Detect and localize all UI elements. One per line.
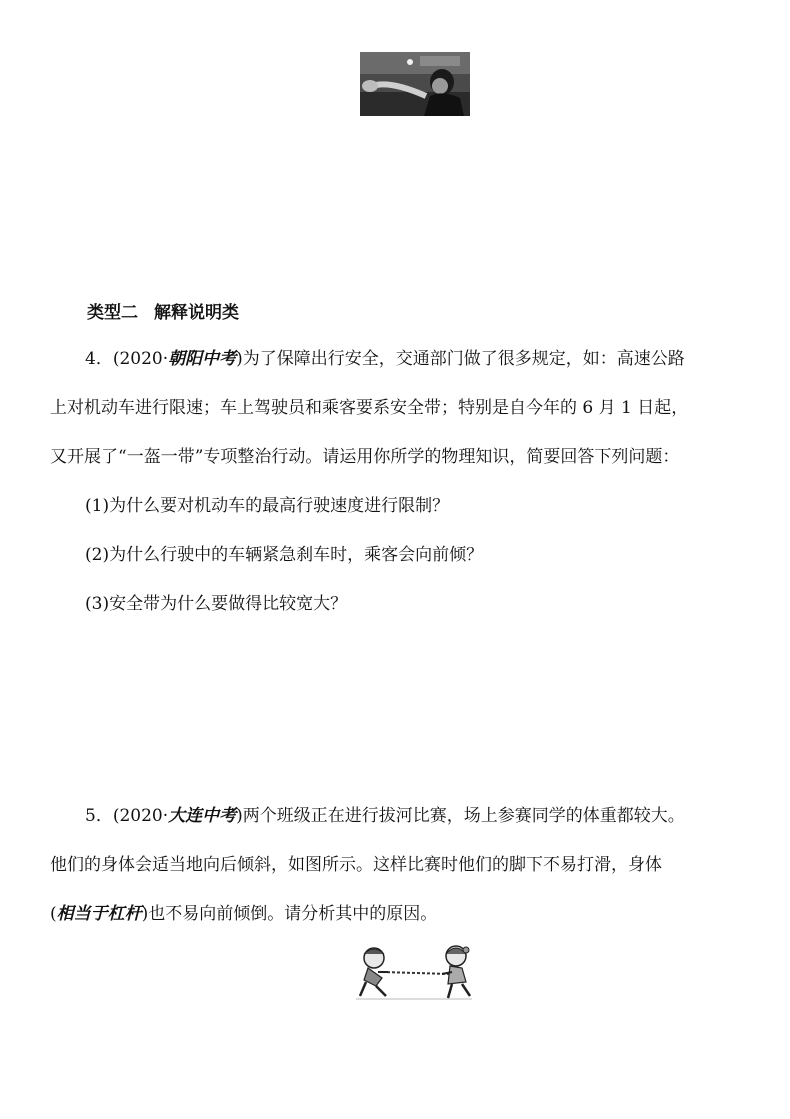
tug-of-war-cartoon (352, 942, 476, 1002)
question-4-line-3: 又开展了“一盔一带”专项整治行动。请运用你所学的物理知识，简要回答下列问题： (50, 447, 680, 467)
section-title: 解释说明类 (154, 303, 239, 323)
question-4-line-1 (85, 348, 685, 370)
table-tennis-photo-art (360, 52, 470, 116)
question-5-paren-open: ( (50, 904, 57, 924)
table-tennis-photo (360, 52, 470, 116)
question-4-line-2: 上对机动车进行限速；车上驾驶员和乘客要系安全带；特别是自今年的 6 月 1 日起， (50, 398, 689, 418)
question-5-line-1 (85, 805, 685, 827)
question-4-sub-2: (2)为什么行驶中的车辆紧急刹车时，乘客会向前倾？ (85, 545, 484, 565)
question-5-text-1: )两个班级正在进行拔河比赛，场上参赛同学的体重都较大。 (236, 806, 685, 826)
tug-of-war-cartoon-art (352, 942, 476, 1002)
question-4-sub-1: (1)为什么要对机动车的最高行驶速度进行限制？ (85, 496, 450, 516)
question-4-text-1: )为了保障出行安全，交通部门做了很多规定，如：高速公路 (236, 349, 685, 369)
question-4-source: 朝阳中考 (168, 349, 237, 369)
question-5-line-3 (50, 903, 437, 925)
question-5-number: 5．(2020· (85, 806, 169, 826)
question-5-note: 相当于杠杆 (56, 904, 142, 924)
question-5-text-3: )也不易向前倾倒。请分析其中的原因。 (141, 904, 438, 924)
section-type-label: 类型二 (87, 303, 138, 323)
question-4-sub-3: (3)安全带为什么要做得比较宽大？ (85, 594, 348, 614)
question-5-source: 大连中考 (168, 806, 237, 826)
section-heading (87, 302, 239, 324)
question-4-number: 4．(2020· (85, 349, 169, 369)
question-5-line-2: 他们的身体会适当地向后倾斜，如图所示。这样比赛时他们的脚下不易打滑，身体 (50, 855, 662, 875)
